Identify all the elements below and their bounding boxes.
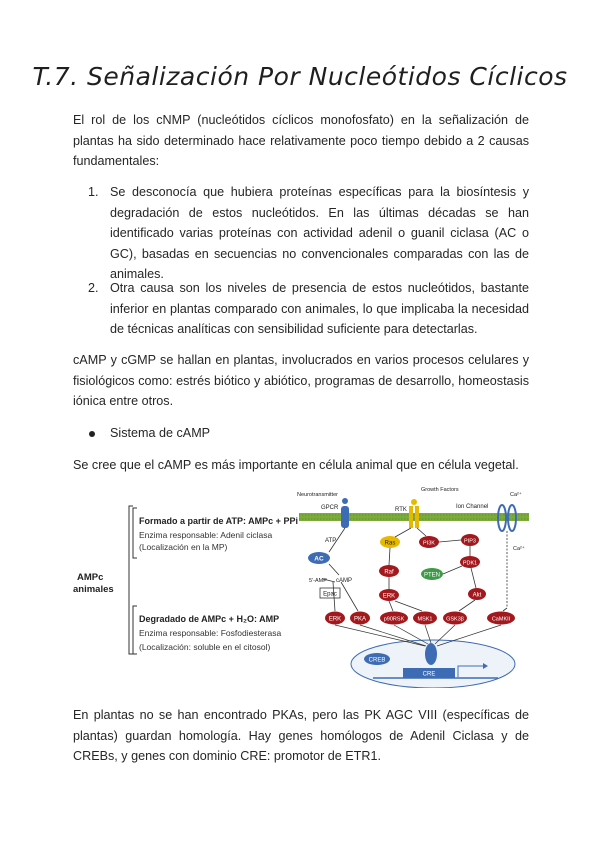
pathway-diagram xyxy=(297,487,529,688)
p90rsk-label: p90RSK xyxy=(383,616,405,623)
camkii-label: CaMKII xyxy=(491,616,511,623)
atp-label: ATP xyxy=(325,538,337,544)
rtk-receptor-left xyxy=(409,506,413,528)
paragraph-camp-animal: Se cree que el cAMP es más importante en célula animal que en célula vegetal. xyxy=(73,458,519,472)
formed-location: (Localización en la MP) xyxy=(139,542,228,552)
pka-label: PKA xyxy=(353,616,367,623)
msk1-label: MSK1 xyxy=(417,616,433,623)
epac-label: Epac xyxy=(323,591,337,598)
pip3-label: PIP3 xyxy=(464,538,476,545)
creb-dimer xyxy=(425,643,437,665)
raf-label: Raf xyxy=(384,569,394,576)
rtk-receptor-right xyxy=(415,506,419,528)
cell-membrane xyxy=(299,513,529,521)
bracket-degraded xyxy=(133,606,137,654)
ras-label: Ras xyxy=(384,540,396,547)
creb-label: CREB xyxy=(368,657,386,664)
bullet-dot xyxy=(89,431,95,437)
erk-label: ERK xyxy=(328,616,342,623)
camp-label: cAMP xyxy=(336,578,353,584)
group-label-line2: animales xyxy=(73,584,114,595)
cre-label: CRE xyxy=(422,671,436,678)
neurotransmitter-label: Neurotransmitter xyxy=(297,492,338,498)
intro-paragraph: El rol de los cNMP (nucleótidos cíclicos monofosfato) en la señalización de plantas ha sido determinado hace relativamente poco tiempo debido a 2 causas fundamentales: xyxy=(73,113,529,168)
camp-signaling-figure xyxy=(73,478,533,688)
group-label-line1: AMPc xyxy=(77,572,104,583)
amp5-label: 5'-AMP xyxy=(309,578,327,584)
ion-channel-label: Ion Channel xyxy=(456,504,489,510)
bullet-item-camp: Sistema de cAMP xyxy=(110,426,211,440)
growth-factors-label: Growth Factors xyxy=(421,487,459,493)
formed-enzyme: Enzima responsable: Adenil ciclasa xyxy=(139,530,273,540)
degraded-enzyme: Enzima responsable: Fosfodiesterasa xyxy=(139,628,282,638)
list-marker-2: 2. xyxy=(88,281,99,295)
gpcr-label: GPCR xyxy=(321,505,339,511)
pi3k-label: PI3K xyxy=(423,540,435,547)
formed-title: Formado a partir de ATP: AMPc + PPi xyxy=(139,516,298,526)
ac-label: AC xyxy=(314,555,324,563)
degraded-title: Degradado de AMPc + H₂O: AMP xyxy=(139,614,280,624)
gsk3b-label: GSK3β xyxy=(446,616,464,623)
bracket-formed xyxy=(133,508,137,558)
list-item-2: Otra causa son los niveles de presencia de estos nucleótidos, bastante inferior en plantas comparado con animales, lo que implicaba la necesidad de técnicas analíticas con sensibilidad suficiente para detectarlas. xyxy=(110,281,529,336)
list-item-1: Se desconocía que hubiera proteínas específicas para la biosíntesis y degradación de estos nucleótidos. En las últimas décadas se han identificado varias proteínas con actividad adenil o guanil ciclasa (AC o GC), basadas en secuencias no convencionales comparadas con las de animales. xyxy=(110,185,529,281)
neurotransmitter-icon xyxy=(342,498,348,504)
erk-mid-label: ERK xyxy=(382,593,396,600)
degraded-location: (Localización: soluble en el citosol) xyxy=(139,642,271,652)
page-title: T.7. Señalización Por Nucleótidos Cíclicos xyxy=(32,62,568,91)
pten-label: PTEN xyxy=(423,572,441,579)
calcium-label-top: Ca²⁺ xyxy=(510,492,522,498)
list-marker-1: 1. xyxy=(88,185,99,199)
akt-label: Akt xyxy=(472,592,482,599)
paragraph-plants: En plantas no se han encontrado PKAs, pero las PK AGC VIII (específicas de plantas) guardan homología. Hay genes homólogos de Adenil Ciclasa y de CREBs, y genes con dominio CRE: promotor de ETR1. xyxy=(73,708,529,763)
gpcr-receptor xyxy=(341,506,349,528)
growth-factor-icon xyxy=(411,499,417,505)
rtk-label: RTK xyxy=(395,507,407,513)
paragraph-camp-cgmp: cAMP y cGMP se hallan en plantas, involucrados en varios procesos celulares y fisiológicos como: estrés biótico y abiótico, programas de desarrollo, homeostasis iónica entre otros. xyxy=(73,353,529,408)
bracket-outer xyxy=(129,506,133,654)
pdk1-label: PDK1 xyxy=(462,560,478,567)
calcium-label-in: Ca²⁺ xyxy=(513,546,525,552)
